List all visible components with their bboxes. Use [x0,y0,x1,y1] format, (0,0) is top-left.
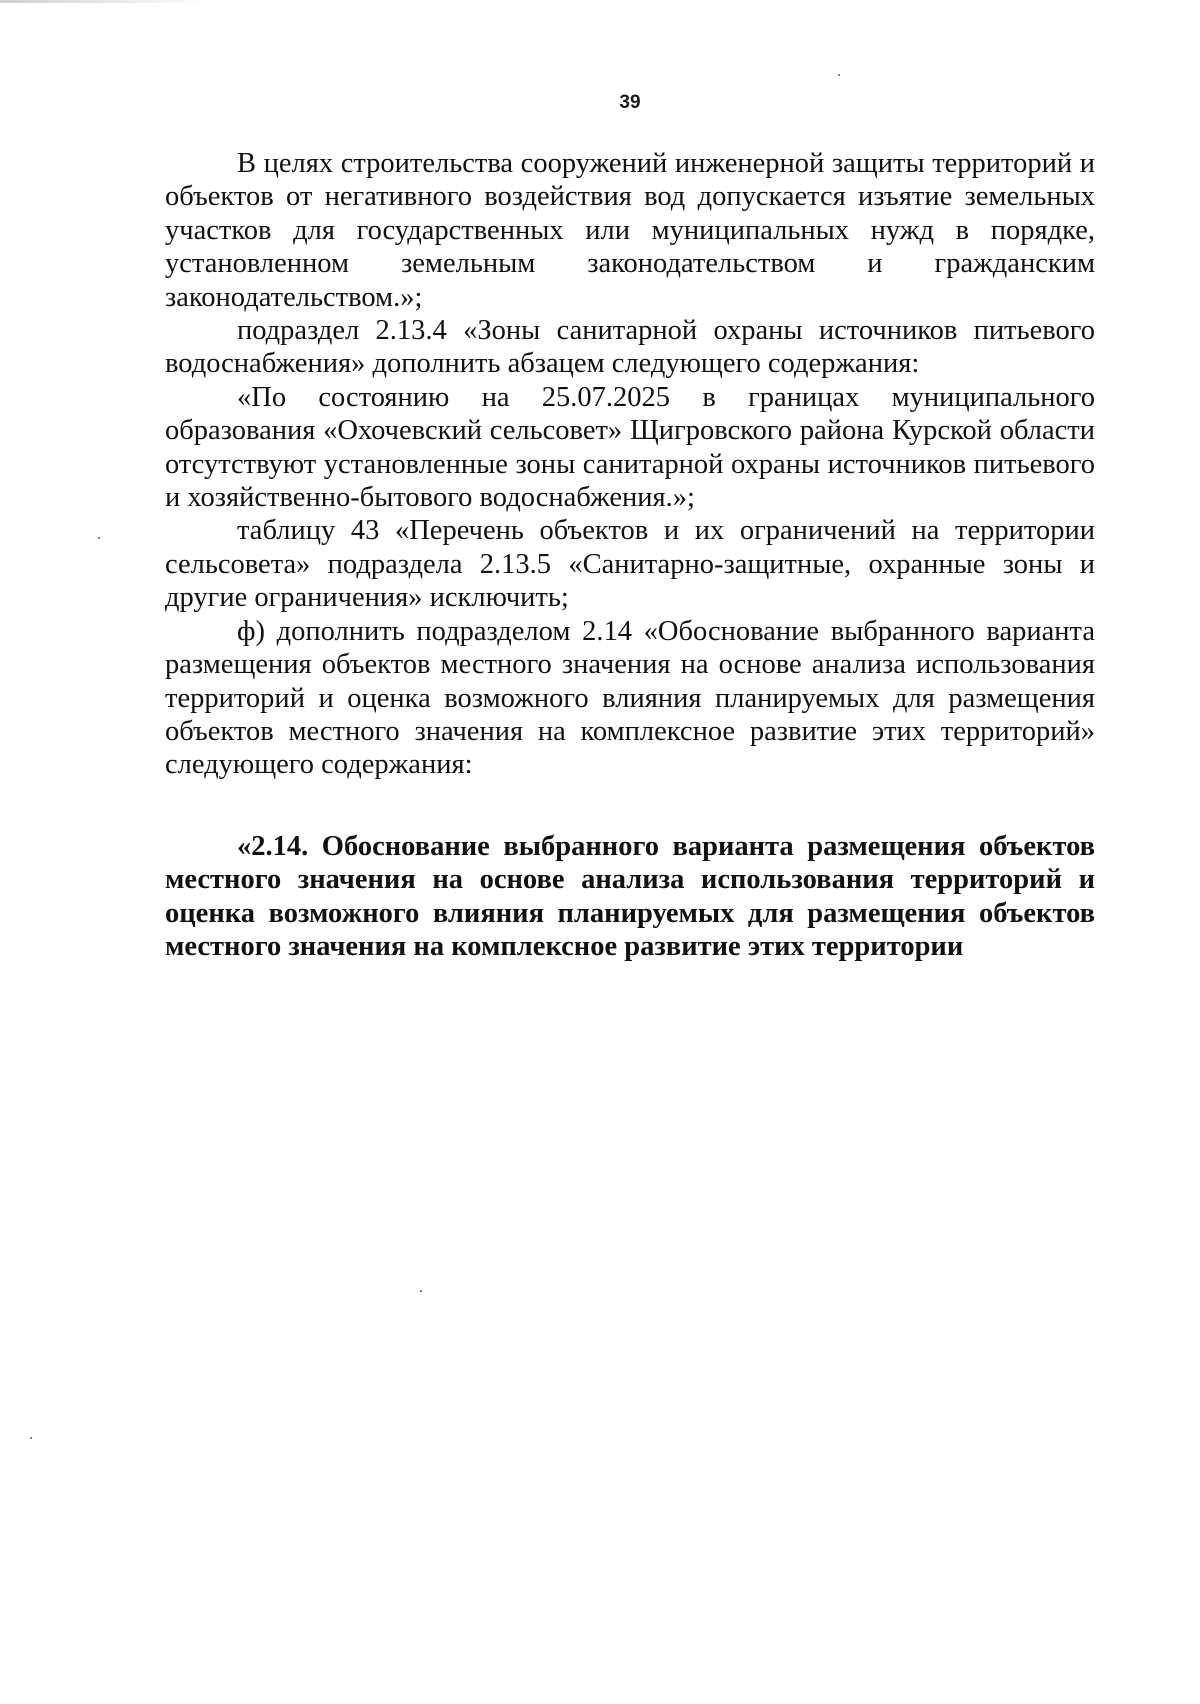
scan-speck [838,74,840,76]
paragraph-table-43: таблицу 43 «Перечень объектов и их ограничений на территории сельсовета» подраздела 2.13.5 «Санитарно-защитные, охранные зоны и другие ограничения» исключить; [165,515,1095,614]
scan-edge-artifact [0,0,210,3]
paragraph-add-subsection-2-14: ф) дополнить подразделом 2.14 «Обоснование выбранного варианта размещения объектов местного значения на основе анализа использования территорий и оценка возможного влияния планируемых для размещения объектов местного значения на комплексное развитие этих территорий» следующего содержания: [165,615,1095,781]
paragraph-sanitary-zones-status: «По состоянию на 25.07.2025 в границах муниципального образования «Охочевский сельсовет» Щигровского района Курской области отсутствуют установленные зоны санитарной охраны источников питьевого и хозяйственно-бытового водоснабжения.»; [165,381,1095,514]
document-body [165,147,1095,963]
scan-speck [30,1437,32,1439]
paragraph-water-protection: В целях строительства сооружений инженерной защиты территорий и объектов от негативного воздействия вод допускается изъятие земельных участков для государственных или муниципальных нужд в порядке, установленном земельным законодательством и гражданским законодательством.»; [165,148,1095,313]
section-heading-2-14: «2.14. Обоснование выбранного варианта размещения объектов местного значения на основе анализа использования территорий и оценка возможного влияния планируемых для размещения объектов местного значения на комплексное развитие этих территории [165,830,1095,962]
scan-speck [420,1290,422,1292]
scan-speck [98,537,100,539]
paragraph-subsection-2-13-4: подраздел 2.13.4 «Зоны санитарной охраны источников питьевого водоснабжения» дополнить абзацем следующего содержания: [165,315,1095,380]
page-number: 39 [619,92,641,113]
